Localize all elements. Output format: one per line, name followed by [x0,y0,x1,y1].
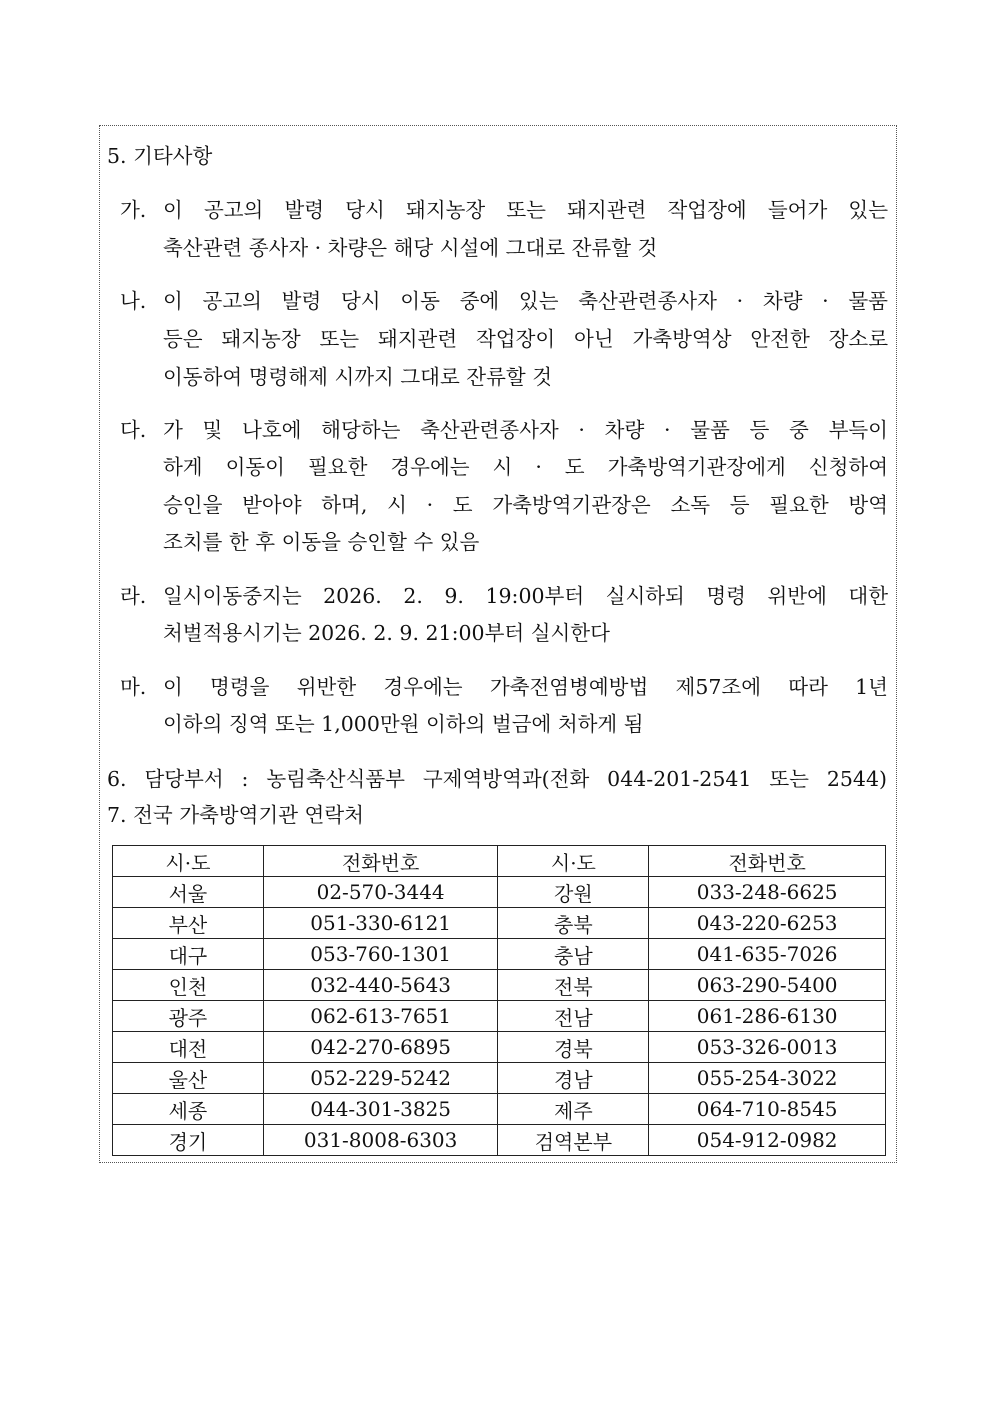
region-cell: 대구 [113,939,264,970]
region-cell: 경기 [113,1125,264,1156]
phone-cell: 052-229-5242 [263,1063,498,1094]
table-row [113,1032,886,1063]
table-header-row [113,846,886,877]
header-region: 시·도 [113,846,264,877]
table-row [113,1125,886,1156]
header-phone: 전화번호 [263,846,498,877]
item-da-line-4: 조치를 한 후 이동을 승인할 수 있음 [163,530,480,554]
item-ra-marker: 라. [120,584,147,608]
table-row [113,970,886,1001]
region-cell: 경남 [498,1063,649,1094]
item-da-line-2: 하게 이동이 필요한 경우에는 시 · 도 가축방역기관장에게 신청하여 [163,455,888,479]
region-cell: 전남 [498,1001,649,1032]
region-cell: 세종 [113,1094,264,1125]
item-ma-line-2: 이하의 징역 또는 1,000만원 이하의 벌금에 처하게 됨 [163,712,644,736]
item-ra-line-2: 처벌적용시기는 2026. 2. 9. 21:00부터 실시한다 [163,621,610,645]
region-cell: 강원 [498,877,649,908]
item-da-line-1: 가 및 나호에 해당하는 축산관련종사자 · 차량 · 물품 등 중 부득이 [163,418,888,442]
phone-cell: 063-290-5400 [649,970,886,1001]
region-cell: 서울 [113,877,264,908]
phone-cell: 032-440-5643 [263,970,498,1001]
region-cell: 부산 [113,908,264,939]
region-cell: 제주 [498,1094,649,1125]
phone-cell: 042-270-6895 [263,1032,498,1063]
phone-cell: 064-710-8545 [649,1094,886,1125]
section-6-contact-department: 6. 담당부서 : 농림축산식품부 구제역방역과(전화 044-201-2541 또는 2544) [107,767,887,791]
phone-cell: 054-912-0982 [649,1125,886,1156]
table-row [113,877,886,908]
phone-cell: 044-301-3825 [263,1094,498,1125]
item-da-line-3: 승인을 받아야 하며, 시 · 도 가축방역기관장은 소독 등 필요한 방역 [163,493,888,517]
phone-cell: 053-760-1301 [263,939,498,970]
phone-cell: 033-248-6625 [649,877,886,908]
item-ga-marker: 가. [120,198,147,222]
phone-cell: 051-330-6121 [263,908,498,939]
phone-cell: 055-254-3022 [649,1063,886,1094]
table-row [113,1063,886,1094]
region-cell: 인천 [113,970,264,1001]
item-ra-line-1: 일시이동중지는 2026. 2. 9. 19:00부터 실시하되 명령 위반에 대한 [163,584,888,608]
region-cell: 울산 [113,1063,264,1094]
phone-cell: 02-570-3444 [263,877,498,908]
phone-cell: 053-326-0013 [649,1032,886,1063]
phone-cell: 043-220-6253 [649,908,886,939]
phone-cell: 061-286-6130 [649,1001,886,1032]
region-cell: 충북 [498,908,649,939]
region-cell: 광주 [113,1001,264,1032]
region-cell: 충남 [498,939,649,970]
region-cell: 대전 [113,1032,264,1063]
item-na-marker: 나. [120,289,147,313]
phone-cell: 062-613-7651 [263,1001,498,1032]
table-row [113,908,886,939]
item-na-line-1: 이 공고의 발령 당시 이동 중에 있는 축산관련종사자 · 차량 · 물품 [163,289,888,313]
phone-cell: 041-635-7026 [649,939,886,970]
phone-cell: 031-8008-6303 [263,1125,498,1156]
item-ga-line-1: 이 공고의 발령 당시 돼지농장 또는 돼지관련 작업장에 들어가 있는 [163,198,888,222]
section-7-heading: 7. 전국 가축방역기관 연락처 [107,803,364,827]
item-da-marker: 다. [120,418,147,442]
region-cell: 전북 [498,970,649,1001]
item-na-line-2: 등은 돼지농장 또는 돼지관련 작업장이 아닌 가축방역상 안전한 장소로 [163,327,888,351]
region-cell: 경북 [498,1032,649,1063]
item-ma-line-1: 이 명령을 위반한 경우에는 가축전염병예방법 제57조에 따라 1년 [163,675,888,699]
section-5-heading: 5. 기타사항 [107,144,213,168]
contacts-table [112,845,886,1156]
item-ma-marker: 마. [120,675,147,699]
table-row [113,939,886,970]
item-na-line-3: 이동하여 명령해제 시까지 그대로 잔류할 것 [163,365,553,389]
header-phone: 전화번호 [649,846,886,877]
item-ga-line-2: 축산관련 종사자 · 차량은 해당 시설에 그대로 잔류할 것 [163,236,658,260]
header-region: 시·도 [498,846,649,877]
region-cell: 검역본부 [498,1125,649,1156]
table-row [113,1094,886,1125]
table-row [113,1001,886,1032]
